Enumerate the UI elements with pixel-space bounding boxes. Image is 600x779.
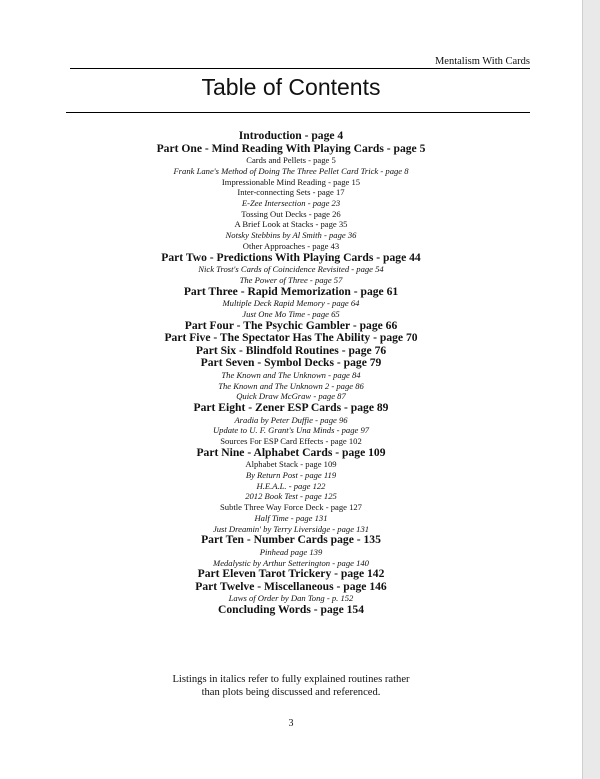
toc-entry: Cards and Pellets - page 5: [246, 155, 336, 166]
toc-entry: Tossing Out Decks - page 26: [241, 208, 341, 219]
title-rule: [66, 112, 530, 113]
toc-entry: Update to U. F. Grant's Una Minds - page 97: [212, 425, 370, 436]
toc-part-heading: Part Eight - Zener ESP Cards - page 89: [193, 401, 389, 414]
toc-entry: Nick Trost's Cards of Coincidence Revisited - page 54: [198, 264, 384, 275]
toc-part-heading: Part Eleven Tarot Trickery - page 142: [197, 567, 385, 581]
toc-part-heading: Part Nine - Alphabet Cards - page 109: [196, 445, 386, 459]
toc-entry: Aradia by Peter Duffie - page 96: [234, 414, 348, 425]
toc-entry: H.E.A.L. - page 122: [256, 480, 326, 491]
header-rule: [70, 68, 530, 69]
toc-part-heading: Part Three - Rapid Memorization - page 61: [183, 284, 399, 298]
toc-part-heading: Part Five - The Spectator Has The Ability - page 70: [164, 331, 418, 345]
table-of-contents: [0, 130, 582, 617]
italics-note: [0, 673, 582, 699]
toc-entry: Just One Mo Time - page 65: [242, 308, 340, 319]
page-number: 3: [288, 718, 294, 729]
toc-entry: Other Approaches - page 43: [242, 240, 340, 251]
toc-part-heading: Part Two - Predictions With Playing Cards - page 44: [161, 250, 421, 264]
toc-part-heading: Part Six - Blindfold Routines - page 76: [195, 343, 387, 357]
running-head: Mentalism With Cards: [434, 56, 530, 67]
toc-entry: Sources For ESP Card Effects - page 102: [220, 436, 362, 446]
toc-entry: Laws of Order by Dan Tong - p. 152: [228, 593, 354, 604]
toc-entry: Impressionable Mind Reading - page 15: [221, 176, 361, 187]
italics-note-line-2: than plots being discussed and referenced.: [201, 687, 381, 698]
toc-entry: The Known and The Unknown - page 84: [221, 369, 361, 380]
toc-part-heading: Part One - Mind Reading With Playing Cards - page 5: [156, 141, 426, 155]
toc-entry: A Brief Look at Stacks - page 35: [234, 219, 348, 230]
toc-entry: Pinhead page 139: [259, 546, 323, 557]
toc-entry: The Known and The Unknown 2 - page 86: [218, 380, 364, 391]
toc-part-heading: Introduction - page 4: [238, 129, 344, 142]
italics-note-line-1: Listings in italics refer to fully explained routines rather: [172, 674, 410, 685]
toc-entry: Quick Draw McGraw - page 87: [236, 391, 346, 402]
toc-entry: Just Dreamin' by Terry Liversidge - page 131: [212, 523, 370, 534]
toc-entry: Notsky Stebbins by Al Smith - page 36: [225, 230, 357, 241]
toc-entry: 2012 Book Test - page 125: [245, 491, 337, 502]
toc-part-heading: Part Four - The Psychic Gambler - page 66: [184, 318, 398, 332]
page-title: Table of Contents: [201, 74, 381, 100]
toc-entry: Alphabet Stack - page 109: [245, 459, 337, 470]
toc-entry: Inter-connecting Sets - page 17: [237, 187, 345, 198]
toc-entry: By Return Post - page 119: [245, 470, 337, 480]
toc-part-heading: Part Ten - Number Cards page - 135: [201, 533, 381, 547]
toc-entry: Multiple Deck Rapid Memory - page 64: [222, 298, 360, 309]
toc-part-heading: Part Seven - Symbol Decks - page 79: [200, 356, 382, 370]
toc-entry: Half Time - page 131: [254, 512, 328, 523]
toc-entry: The Power of Three - page 57: [239, 274, 343, 285]
toc-entry: Medalystic by Arthur Setterington - page 140: [213, 557, 369, 568]
toc-entry: Subtle Three Way Force Deck - page 127: [220, 502, 362, 513]
toc-part-heading: Part Twelve - Miscellaneous - page 146: [195, 579, 387, 593]
toc-part-heading: Concluding Words - page 154: [217, 603, 365, 617]
toc-entry: Frank Lane's Method of Doing The Three Pellet Card Trick - page 8: [173, 165, 409, 176]
toc-entry: E-Zee Intersection - page 23: [241, 198, 341, 208]
